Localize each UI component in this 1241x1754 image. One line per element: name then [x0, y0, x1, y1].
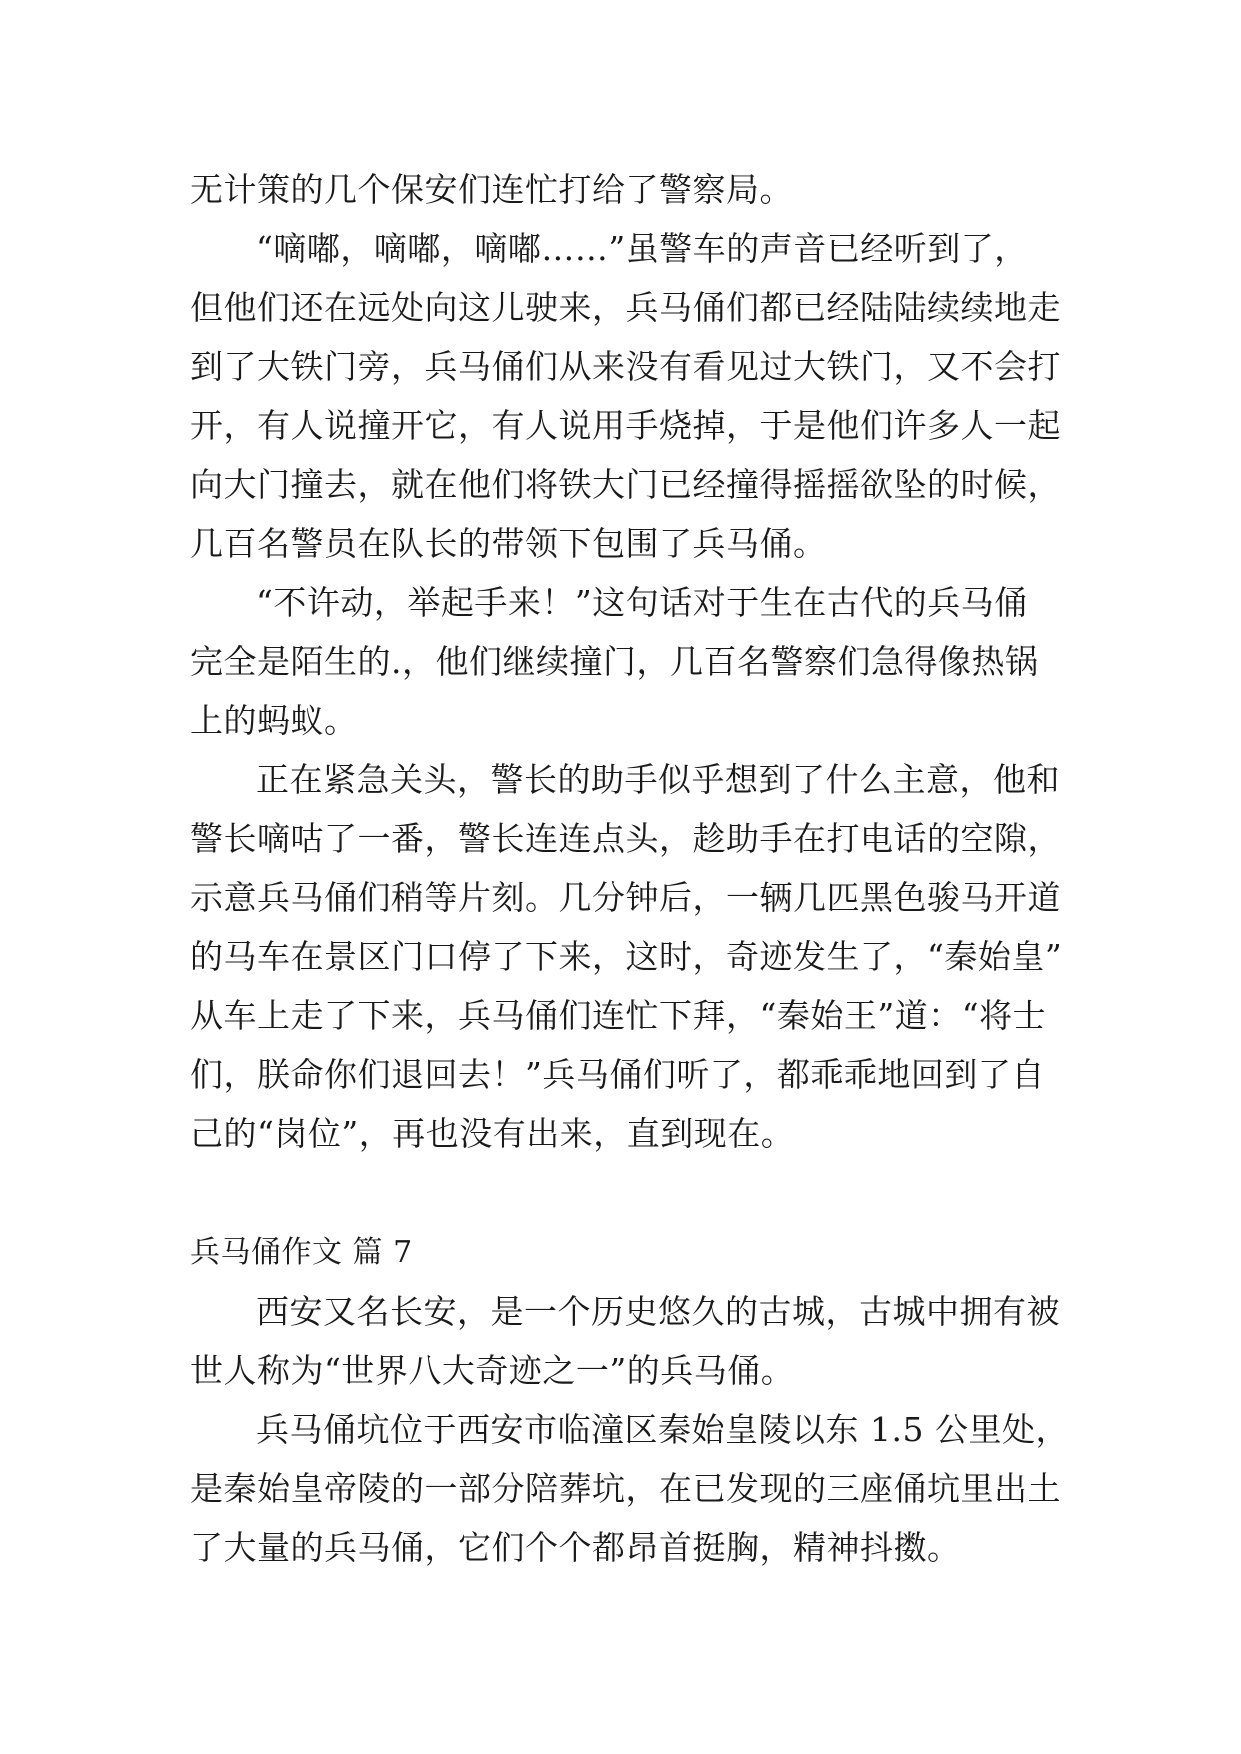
text-line: 上的蚂蚁。 [190, 701, 358, 740]
section-spacer [190, 1163, 1060, 1223]
section-title: 兵马俑作文 篇 7 [190, 1235, 413, 1270]
text-line: 的马车在景区门口停了下来，这时，奇迹发生了，“秦始皇” [190, 937, 1063, 976]
text-line: 兵马俑坑位于西安市临潼区秦始皇陵以东 1.5 公里处， [256, 1410, 1069, 1449]
text-line: 开，有人说撞开它，有人说用手烧掉，于是他们许多人一起 [190, 406, 1061, 445]
text-line: 示意兵马俑们稍等片刻。几分钟后，一辆几匹黑色骏马开道 [190, 878, 1061, 917]
text-line: 从车上走了下来，兵马俑们连忙下拜，“秦始王”道：“将士 [190, 996, 1047, 1035]
text-line: “嘀嘟，嘀嘟，嘀嘟……”虽警车的声音已经听到了， [256, 229, 1028, 268]
paragraph-4 [190, 750, 1063, 1163]
paragraph-2 [190, 219, 1060, 573]
text-line: 们，朕命你们退回去！”兵马俑们听了，都乖乖地回到了自 [190, 1055, 1045, 1094]
text-line: 到了大铁门旁，兵马俑们从来没有看见过大铁门，又不会打 [190, 347, 1061, 386]
paragraph-1 [190, 160, 1060, 219]
paragraph-3 [190, 573, 1060, 750]
text-line: 向大门撞去，就在他们将铁大门已经撞得摇摇欲坠的时候， [190, 465, 1061, 504]
text-line: 正在紧急关头，警长的助手似乎想到了什么主意，他和 [256, 760, 1060, 799]
text-line: 了大量的兵马俑，它们个个都昂首挺胸，精神抖擞。 [190, 1528, 961, 1567]
text-line: 西安又名长安，是一个历史悠久的古城，古城中拥有被 [256, 1292, 1060, 1331]
text-line: “不许动，举起手来！”这句话对于生在古代的兵马俑 [256, 583, 1028, 622]
text-line: 世人称为“世界八大奇迹之一”的兵马俑。 [190, 1351, 795, 1390]
text-line: 几百名警员在队长的带领下包围了兵马俑。 [190, 524, 827, 563]
text-line: 无计策的几个保安们连忙打给了警察局。 [190, 170, 793, 209]
text-line: 是秦始皇帝陵的一部分陪葬坑，在已发现的三座俑坑里出土 [190, 1469, 1061, 1508]
paragraph-5 [190, 1282, 1060, 1400]
text-line: 完全是陌生的.，他们继续撞门，几百名警察们急得像热锅 [190, 642, 1039, 681]
text-line: 警长嘀咕了一番，警长连连点头，趁助手在打电话的空隙， [190, 819, 1061, 858]
text-line: 己的“岗位”，再也没有出来，直到现在。 [190, 1114, 795, 1153]
paragraph-6 [190, 1400, 1069, 1577]
text-line: 但他们还在远处向这儿驶来，兵马俑们都已经陆陆续续地走 [190, 288, 1061, 327]
document-page [190, 160, 1069, 1577]
